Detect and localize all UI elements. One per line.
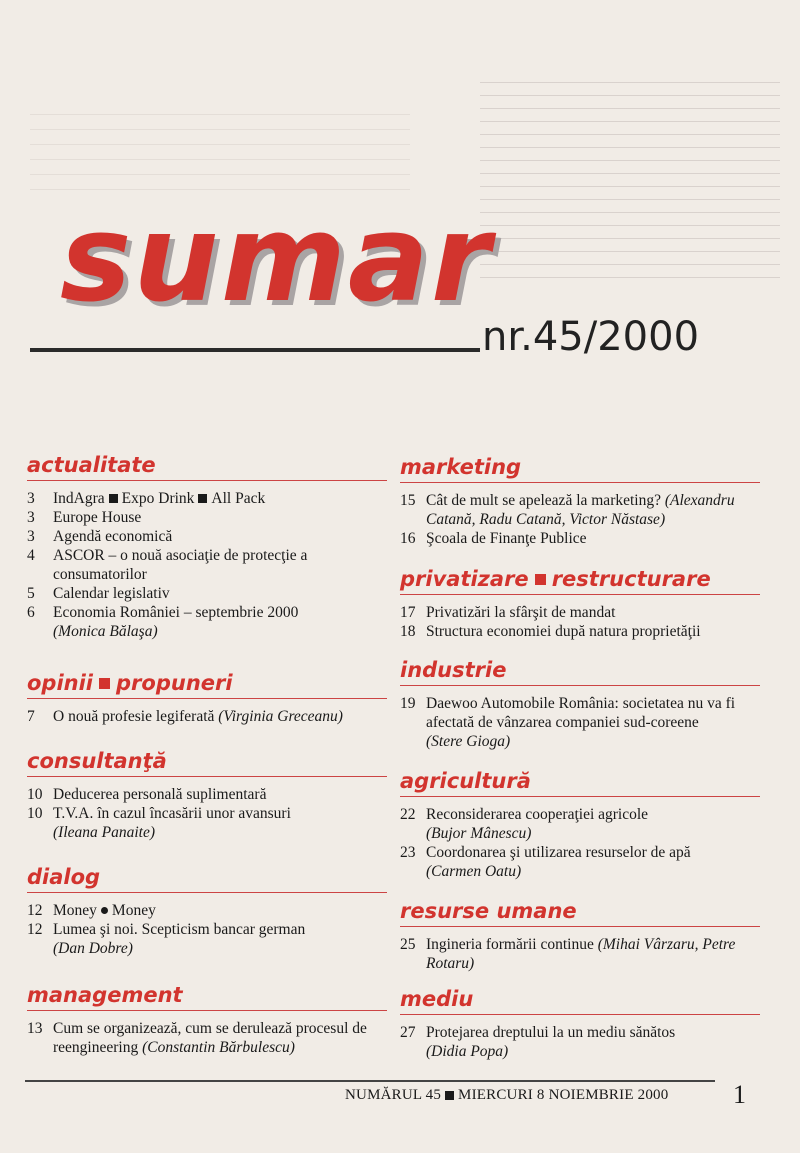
toc-entry[interactable]: [400, 694, 760, 751]
toc-entry[interactable]: [27, 920, 387, 958]
entry-title: [53, 804, 387, 842]
entry-part: Expo Drink: [121, 490, 195, 507]
toc-entry[interactable]: [27, 1019, 387, 1057]
section-marketing: [400, 454, 760, 548]
page-number: 10: [27, 786, 43, 803]
entry-title: [53, 707, 387, 726]
square-bullet-icon: [198, 494, 207, 503]
entry-text: Lumea şi noi. Scepticism bancar german: [53, 921, 306, 938]
heading-part: restructurare: [551, 567, 711, 591]
section-heading: agricultură: [400, 768, 760, 797]
entry-text: O nouă profesie legiferată: [53, 708, 215, 725]
entry-text: T.V.A. în cazul încasării unor avansuri: [53, 805, 291, 822]
page-number: 10: [27, 805, 43, 822]
heading-part: opinii: [27, 671, 94, 695]
entry-title: [426, 805, 760, 843]
page-number: 3: [27, 490, 35, 507]
toc-entry[interactable]: [27, 527, 387, 546]
section-heading: management: [27, 982, 387, 1011]
toc-entry[interactable]: [400, 935, 760, 973]
heading-part: privatizare: [400, 567, 529, 591]
toc-entry[interactable]: [400, 1023, 760, 1061]
page-number: 5: [27, 585, 35, 602]
entry-part: Money: [111, 902, 156, 919]
show-through-text: [480, 70, 780, 290]
section-consultanta: [27, 748, 387, 842]
page-number: 15: [400, 492, 416, 509]
page-number: 6: [27, 604, 35, 621]
section-dialog: [27, 864, 387, 958]
toc-entry[interactable]: [27, 489, 387, 508]
page-number: 3: [27, 528, 35, 545]
entry-part: IndAgra: [53, 490, 105, 507]
page-number: 22: [400, 806, 416, 823]
entry-text: Daewoo Automobile România: societatea nu va fi afectată de vânzarea companiei sud-coreene: [426, 695, 736, 731]
page-number: 23: [400, 844, 416, 861]
toc-entry[interactable]: [27, 785, 387, 804]
section-actualitate: [27, 452, 387, 641]
entry-title: [53, 489, 387, 508]
entry-title: [426, 1023, 760, 1061]
footer-line: [345, 1087, 668, 1104]
toc-entry[interactable]: [400, 805, 760, 843]
section-agricultura: [400, 768, 760, 881]
entry-title: [426, 843, 760, 881]
entry-text: Ingineria formării continue: [426, 936, 594, 953]
toc-entry[interactable]: [400, 843, 760, 881]
entry-title: Structura economiei după natura proprietăţii: [426, 623, 701, 640]
show-through-text: [30, 100, 410, 190]
entry-text: Coordonarea şi utilizarea resurselor de apă: [426, 844, 691, 861]
entry-author: (Mihai Vârzaru, Petre Rotaru): [426, 936, 736, 972]
toc-entry[interactable]: [27, 508, 387, 527]
section-heading: actualitate: [27, 452, 387, 481]
entry-title: [53, 603, 387, 641]
entry-author: (Constantin Bărbulescu): [142, 1039, 295, 1056]
section-heading: marketing: [400, 454, 760, 483]
entry-part: All Pack: [211, 490, 266, 507]
square-bullet-icon: [535, 574, 546, 585]
page-number: 19: [400, 695, 416, 712]
section-privatizare-restructurare: [400, 566, 760, 641]
section-mediu: [400, 986, 760, 1061]
toc-entry[interactable]: [27, 707, 387, 726]
toc-entry[interactable]: [400, 491, 760, 529]
square-bullet-icon: [99, 678, 110, 689]
section-resurse-umane: [400, 898, 760, 973]
toc-entry[interactable]: [27, 901, 387, 920]
toc-entry[interactable]: [27, 584, 387, 603]
page-number: 3: [27, 509, 35, 526]
entry-text: Cât de mult se apelează la marketing?: [426, 492, 661, 509]
toc-entry[interactable]: [400, 529, 760, 548]
page-number: 12: [27, 902, 43, 919]
page-number: 25: [400, 936, 416, 953]
entry-title: Europe House: [53, 509, 142, 526]
entry-author: (Dan Dobre): [53, 940, 133, 957]
toc-entry[interactable]: [400, 622, 760, 641]
footer-issue: NUMĂRUL 45: [345, 1087, 442, 1103]
entry-author: (Alexandru Catană, Radu Catană, Victor Năstase): [426, 492, 735, 528]
entry-author: (Didia Popa): [426, 1043, 509, 1060]
toc-entry[interactable]: [400, 603, 760, 622]
entry-title: [53, 1019, 387, 1057]
square-bullet-icon: [109, 494, 118, 503]
issue-number: nr.45/2000: [482, 314, 700, 360]
entry-title: [53, 920, 387, 958]
entry-title: Privatizări la sfârşit de mandat: [426, 604, 616, 621]
entry-title: [426, 491, 760, 529]
entry-title: Calendar legislativ: [53, 585, 170, 602]
section-heading: [27, 670, 387, 699]
section-heading: resurse umane: [400, 898, 760, 927]
section-heading: industrie: [400, 657, 760, 686]
section-heading: mediu: [400, 986, 760, 1015]
entry-title: Agendă economică: [53, 528, 173, 545]
entry-author: (Virginia Greceanu): [218, 708, 343, 725]
footer-date: MIERCURI 8 NOIEMBRIE 2000: [458, 1087, 669, 1103]
masthead-title: sumar: [60, 190, 493, 329]
entry-title: [53, 901, 387, 920]
entry-title: Şcoala de Finanţe Publice: [426, 530, 587, 547]
page-number: 17: [400, 604, 416, 621]
entry-author: (Monica Bălaşa): [53, 623, 158, 640]
entry-author: (Bujor Mânescu): [426, 825, 532, 842]
entry-author: (Carmen Oatu): [426, 863, 522, 880]
page-number: 13: [27, 1020, 43, 1037]
section-heading: consultanţă: [27, 748, 387, 777]
page-number: 18: [400, 623, 416, 640]
page-number: 12: [27, 921, 43, 938]
toc-entry[interactable]: [27, 603, 387, 641]
entry-author: (Ileana Panaite): [53, 824, 156, 841]
entry-title: [426, 694, 760, 751]
masthead-rule: [30, 348, 480, 352]
entry-author: (Stere Gioga): [426, 733, 511, 750]
entry-title: [426, 935, 760, 973]
section-heading: [400, 566, 760, 595]
square-bullet-icon: [445, 1091, 454, 1100]
round-bullet-icon: [101, 907, 108, 914]
entry-text: Cum se organizează, cum se derulează procesul de reengineering: [53, 1020, 367, 1056]
entry-text: Protejarea dreptului la un mediu sănătos: [426, 1024, 676, 1041]
section-opinii-propuneri: [27, 670, 387, 726]
page-number-footer: 1: [733, 1080, 746, 1109]
section-management: [27, 982, 387, 1057]
entry-title: ASCOR – o nouă asociaţie de protecţie a consumatorilor: [53, 547, 308, 583]
page-number: 4: [27, 547, 35, 564]
heading-part: propuneri: [116, 671, 233, 695]
section-industrie: [400, 657, 760, 751]
page-number: 7: [27, 708, 35, 725]
page-number: 16: [400, 530, 416, 547]
footer-rule: [25, 1080, 715, 1082]
entry-part: Money: [53, 902, 97, 919]
page-number: 27: [400, 1024, 416, 1041]
toc-entry[interactable]: [27, 804, 387, 842]
entry-text: Economia României – septembrie 2000: [53, 604, 299, 621]
entry-text: Reconsiderarea cooperaţiei agricole: [426, 806, 649, 823]
section-heading: dialog: [27, 864, 387, 893]
toc-entry[interactable]: [27, 546, 387, 584]
entry-title: Deducerea personală suplimentară: [53, 786, 267, 803]
